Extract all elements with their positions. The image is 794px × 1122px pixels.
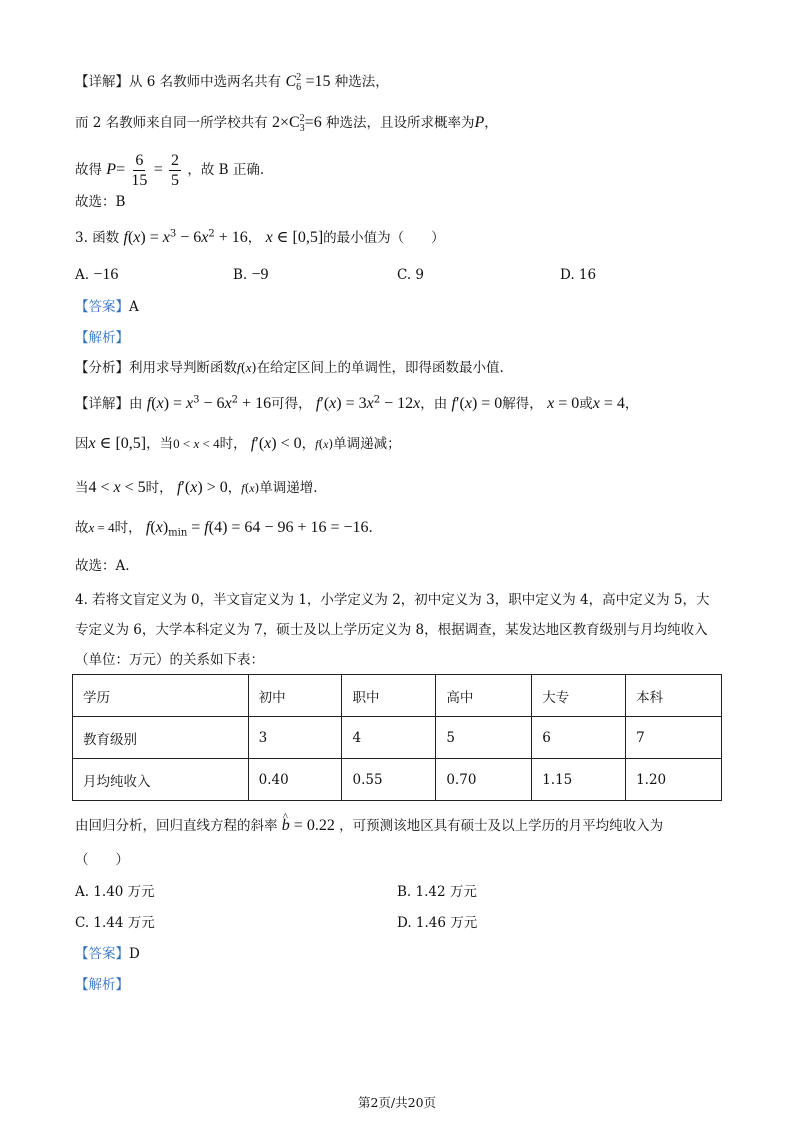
table-cell: 教育级别: [73, 717, 249, 759]
page-footer: 第2页/共20页: [357, 1095, 437, 1110]
q3-option-a: A. −16: [75, 266, 119, 283]
q2-detail-line2: 而 2 名教师来自同一所学校共有 2×C 2 3 =6 种选法，且设所求概率为P，: [75, 112, 498, 134]
q3-option-d: D. 16: [560, 267, 597, 283]
q4-option-a: A. 1.40 万元: [75, 884, 155, 900]
q4-stem-line1: 4. 若将文盲定义为 0，半文盲定义为 1，小学定义为 2，初中定义为 3，职中定义为 4，高中定义为 5，大: [75, 592, 710, 608]
q3-detail-line3: 当4 < x < 5时， f′(x) > 0，f(x)单调递增.: [75, 479, 318, 496]
q3-analysis: 【分析】利用求导判断函数f(x)在给定区间上的单调性，即得函数最小值.: [75, 360, 504, 376]
table-cell: 3: [248, 717, 342, 759]
q4-question-text: 由回归分析，回归直线方程的斜率 ^ b = 0.22 ，可预测该地区具有硕士及以上学历的月平均纯收入为: [75, 816, 663, 836]
table-cell: 0.55: [342, 759, 436, 801]
table-cell: 0.70: [436, 759, 532, 801]
q4-option-b: B. 1.42 万元: [397, 884, 477, 900]
table-cell: 6: [532, 717, 626, 759]
table-cell: 7: [626, 717, 722, 759]
q4-answer: 【答案】D: [75, 946, 140, 962]
q4-paren: （ ）: [75, 852, 129, 868]
q4-jiexi-tag: 【解析】: [75, 977, 129, 993]
table-row: [73, 717, 722, 759]
q3-detail-line4: 故x = 4时， $f(x)_{min} = f(4) = 64 - 96 + 16 = -16$.: [75, 519, 373, 539]
q4-stem-line3: （单位：万元）的关系如下表：: [75, 652, 264, 668]
q2-detail-line3: 故得 P= $\frac{6}{15}$ = $\frac{2}{5}$ ，故 B 正确.: [75, 152, 265, 189]
q3-option-c: C. 9: [397, 267, 425, 283]
table-cell: 月均纯收入: [73, 759, 249, 801]
q4-option-c: C. 1.44 万元: [75, 915, 155, 931]
table-cell: 高中: [436, 675, 532, 717]
table-cell: 职中: [342, 675, 436, 717]
q3-detail-line1: 【详解】由 $f(x) = x^3 - 6x^2 + 16$可得， $f'(x) = 3x^2 - 12x$，由 f′(x) = 0解得， x = 0或x = 4，: [75, 394, 639, 412]
table-cell: 本科: [626, 675, 722, 717]
table-row: [73, 675, 722, 717]
table-row: [73, 759, 722, 801]
table-cell: 0.40: [248, 759, 342, 801]
education-income-table: [72, 674, 722, 801]
table-cell: 4: [342, 717, 436, 759]
q4-option-d: D. 1.46 万元: [397, 915, 478, 931]
q3-answer: 【答案】A: [75, 299, 139, 315]
table-cell: 大专: [532, 675, 626, 717]
q4-stem-line2: 专定义为 6，大学本科定义为 7，硕士及以上学历定义为 8，根据调查，某发达地区教育级别与月均纯收入: [75, 622, 708, 638]
table-cell: 学历: [73, 675, 249, 717]
table-cell: 1.15: [532, 759, 626, 801]
q3-detail-line2: 因x ∈ [0,5]，当0 < x < 4时， f′(x) < 0，f(x)单调递减；: [75, 435, 401, 452]
table-cell: 初中: [248, 675, 342, 717]
q2-answer-line: 故选：B: [75, 194, 126, 210]
q3-answer-line: 故选：A.: [75, 558, 130, 574]
q3-jiexi-tag: 【解析】: [75, 330, 129, 346]
q3-option-b: B. −9: [233, 266, 269, 283]
q3-stem: 3. 函数 $f(x) = x^3 - 6x^2 + 16$， x ∈ [0,5]的最小值为（ ）: [75, 228, 445, 246]
q2-detail-line1: 【详解】从 6 名教师中选两名共有 C 2 6 =15 种选法，: [75, 71, 389, 93]
table-cell: 1.20: [626, 759, 722, 801]
table-cell: 5: [436, 717, 532, 759]
